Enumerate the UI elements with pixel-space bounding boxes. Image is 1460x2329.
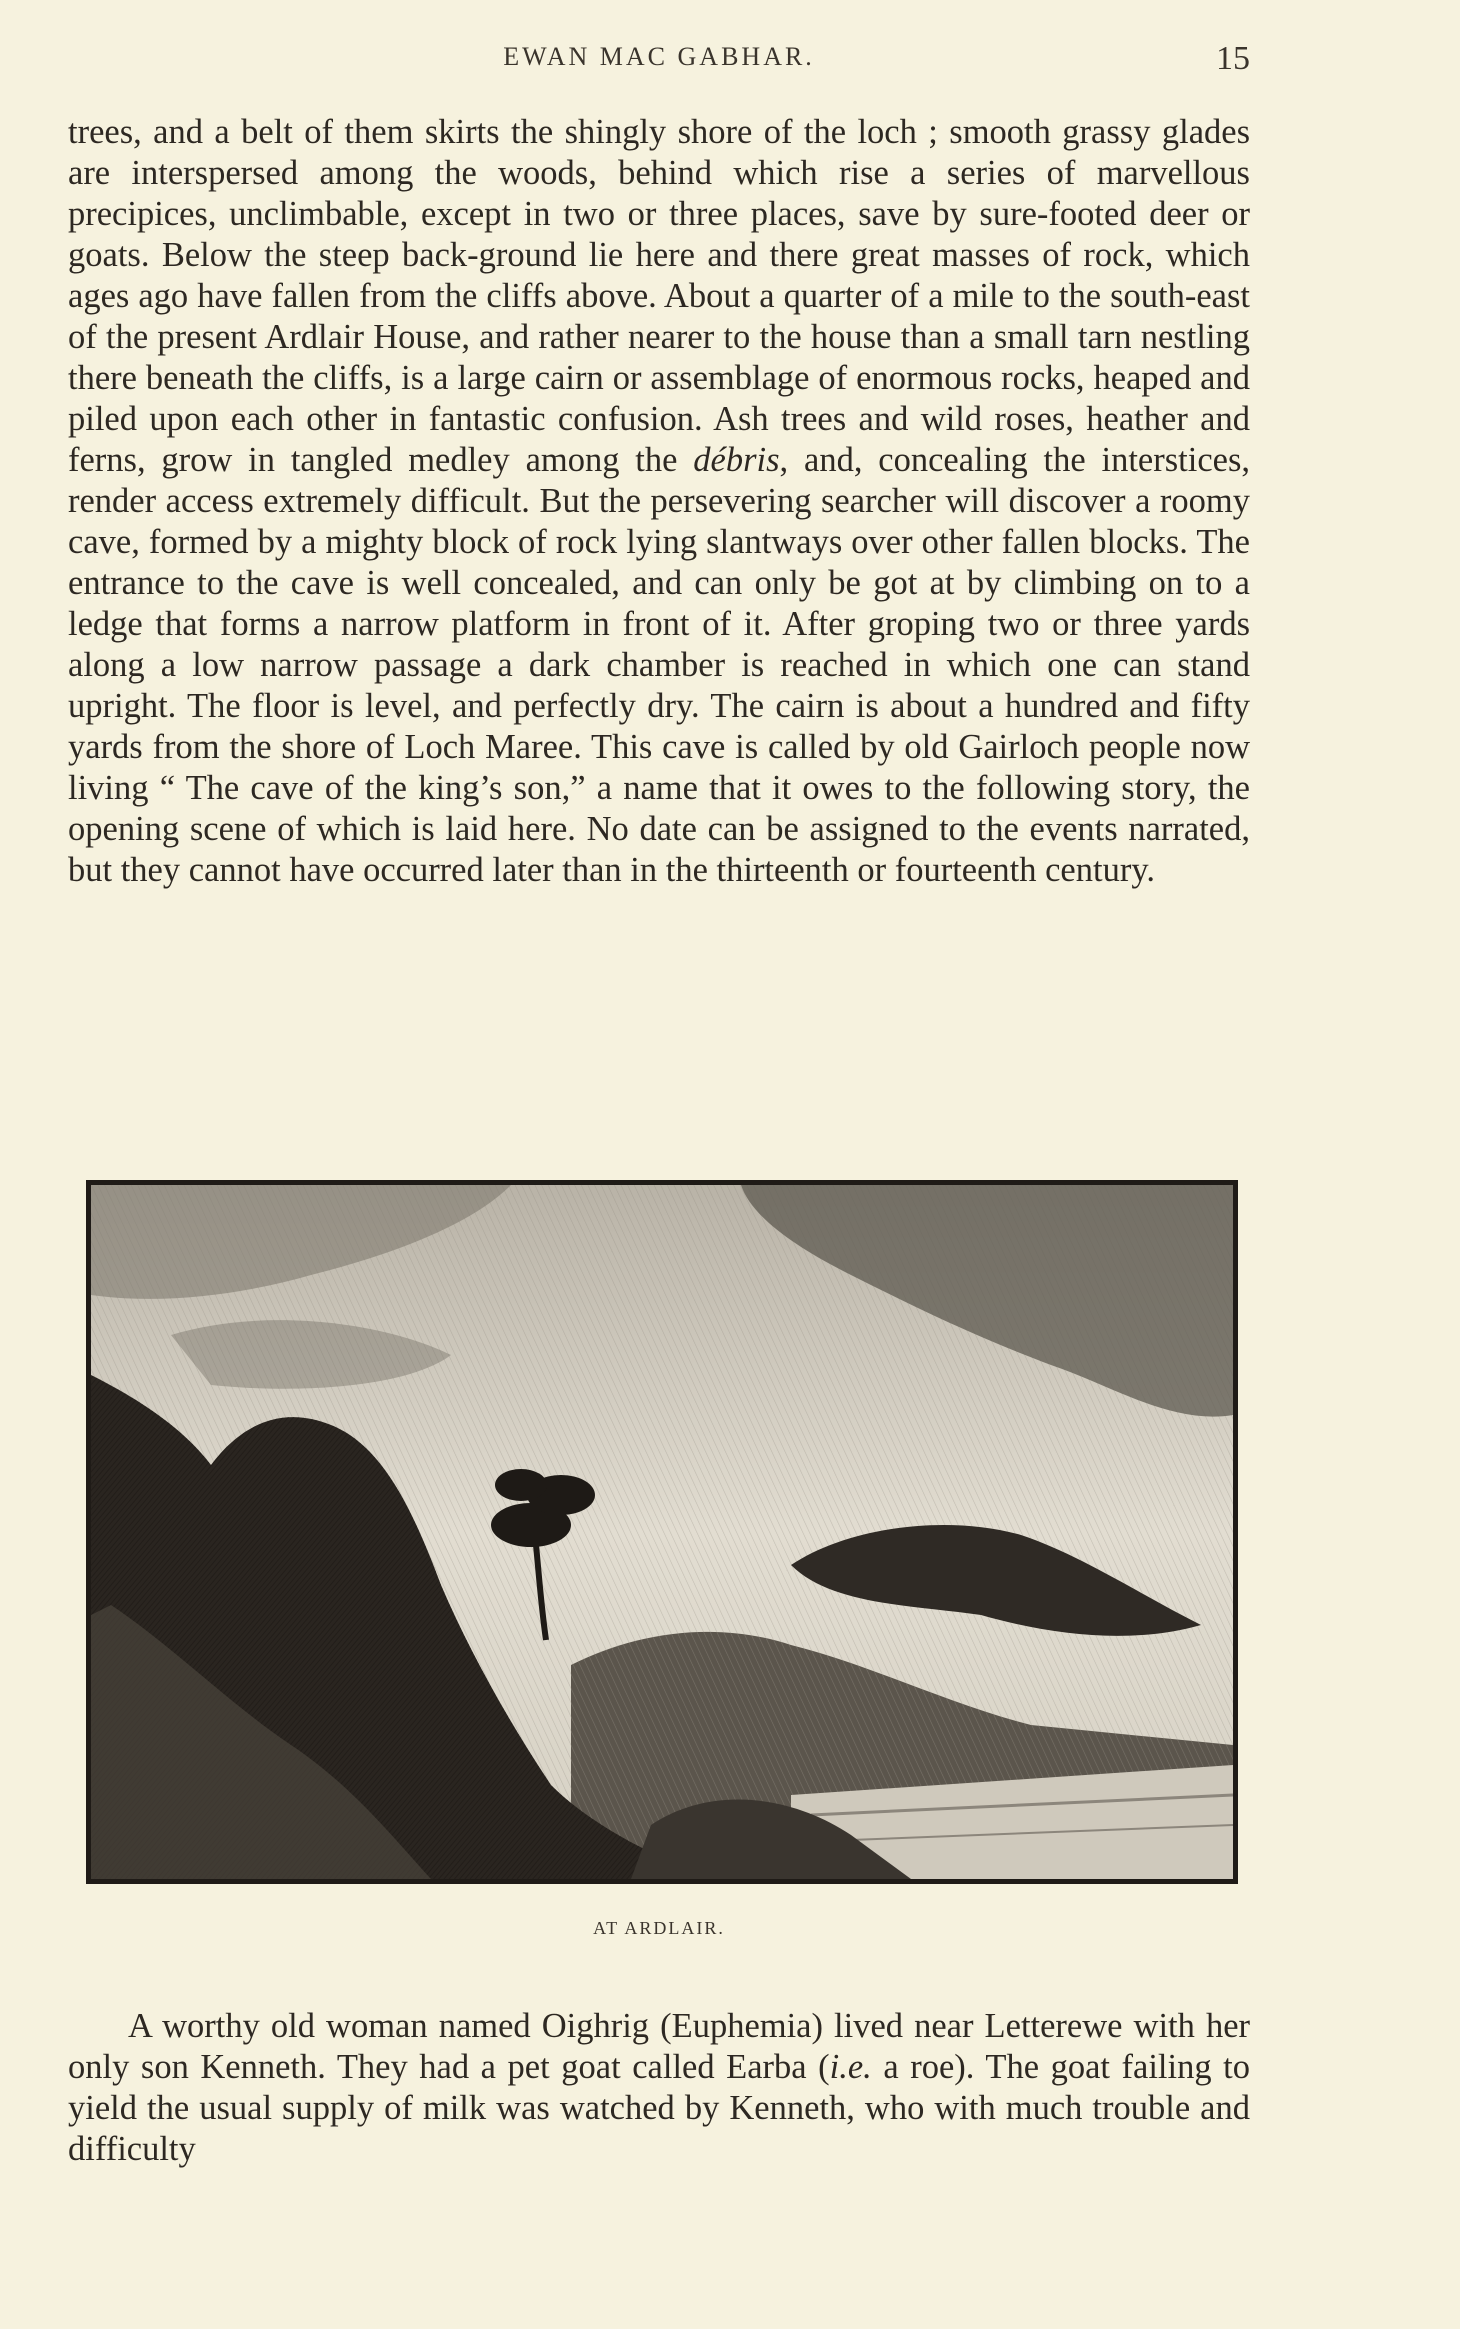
figure-caption: AT ARDLAIR.: [593, 1918, 725, 1938]
paragraph-1-text-b: , and, concealing the interstices, render access extremely difficult. But the persevering searcher will discover a roomy cave, formed by a mighty block of rock lying slantways over other fallen blocks. The entrance to the cave is well concealed, and can only be got at by climbing on to a ledge that forms a narrow platform in front of it. After groping two or three yards along a low narrow passage a dark chamber is reached in which one can stand upright. The floor is level, and perfectly dry. The cairn is about a hundred and fifty yards from the shore of Loch Maree. This cave is called by old Gairloch people now living “ The cave of the king’s son,” a name that it owes to the following story, the opening scene of which is laid here. No date can be assigned to the events narrated, but they cannot have occurred later than in the thirteenth or fourteenth century.: [68, 441, 1250, 889]
paragraph-2-text-a: A worthy old woman named Oighrig (Euphemia) lived near Letterewe with her only son Kenneth. They had a pet goat called Earba (: [68, 2007, 1250, 2086]
paragraph-2: [68, 2006, 1250, 2170]
paragraph-1: [68, 112, 1250, 891]
page-header: [68, 36, 1250, 86]
paragraph-2-italic: i.e.: [829, 2048, 872, 2086]
engraving-landscape: [91, 1185, 1233, 1879]
paragraph-2-text-b: a roe). The goat failing to yield the usual supply of milk was watched by Kenneth, who with much trouble and difficulty: [68, 2048, 1250, 2168]
paragraph-1-italic: débris: [693, 441, 780, 479]
illustration-at-ardlair: [86, 1180, 1238, 1884]
page-number: 15: [1216, 40, 1250, 77]
running-title: EWAN MAC GABHAR.: [503, 42, 815, 71]
paragraph-1-text-a: trees, and a belt of them skirts the shingly shore of the loch ; smooth grassy glades are interspersed among the woods, behind which rise a series of marvellous precipices, unclimbable, except in two or three places, save by sure-footed deer or goats. Below the steep back-ground lie here and there great masses of rock, which ages ago have fallen from the cliffs above. About a quarter of a mile to the south-east of the present Ardlair House, and rather nearer to the house than a small tarn nestling there beneath the cliffs, is a large cairn or assemblage of enormous rocks, heaped and piled upon each other in fantastic confusion. Ash trees and wild roses, heather and ferns, grow in tangled medley among the: [68, 113, 1250, 479]
